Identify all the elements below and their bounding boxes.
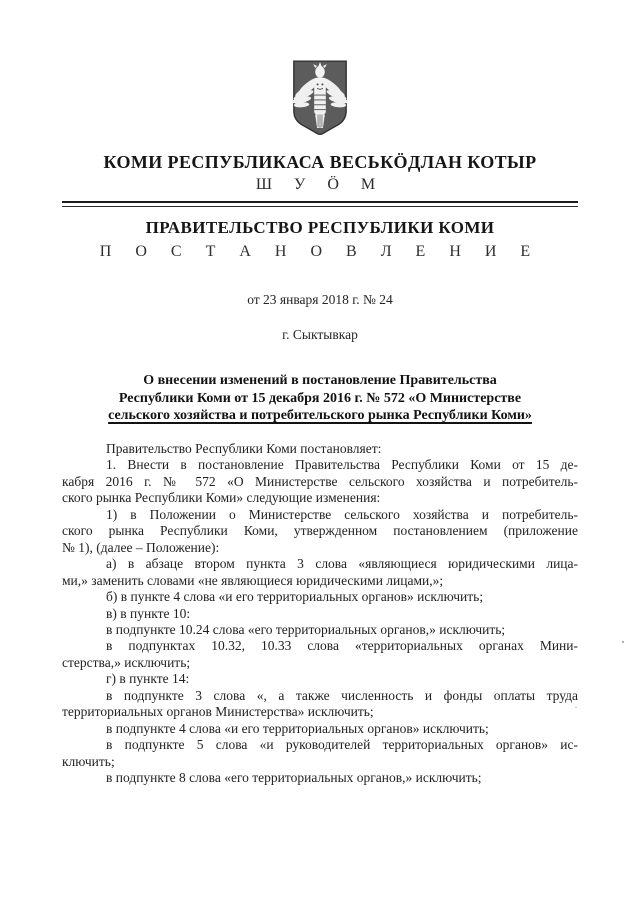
body-line: Правительство Республики Коми постановляет: xyxy=(106,441,382,456)
double-rule-divider xyxy=(62,201,578,207)
body-line: ми,» заменить словами «не являющиеся юридическими лицами,»; xyxy=(62,572,444,588)
body-line: 1) в Положении о Министерстве сельского хозяйства и потребитель- xyxy=(106,506,578,522)
body-line: территориальных органов Министерства» исключить; xyxy=(62,704,374,720)
body-line: ского рынка Республики Коми» следующие изменения: xyxy=(62,490,381,506)
body-line: г) в пункте 14: xyxy=(106,671,190,687)
body-line: в подпункте 8 слова «его территориальных органов,» исключить; xyxy=(106,770,482,786)
body-line: кабря 2016 г. № 572 «О Министерстве сельского хозяйства и потребитель- xyxy=(62,473,578,489)
body-line: ключить; xyxy=(62,753,115,769)
decree-city: г. Сыктывкар xyxy=(282,327,358,342)
decree-title xyxy=(90,372,550,425)
body-line: а) в абзаце втором пункта 3 слова «являющиеся юридическими лица- xyxy=(106,556,578,572)
body-line: б) в пункте 4 слова «и его территориальных органов» исключить; xyxy=(106,589,484,605)
emblem-container xyxy=(0,58,640,138)
body-line: в подпункте 4 слова «и его территориальных органов» исключить; xyxy=(106,720,489,736)
decree-title-line-1: О внесении изменений в постановление Правительства xyxy=(143,373,497,388)
body-line: в подпункте 10.24 слова «его территориальных органов,» исключить; xyxy=(106,621,506,637)
header-doc-type-ru: П О С Т А Н О В Л Е Н И Е xyxy=(99,243,541,260)
body-line: в подпункте 5 слова «и руководителей территориальных органов» ис- xyxy=(106,737,578,753)
header-government-ru: ПРАВИТЕЛЬСТВО РЕСПУБЛИКИ КОМИ xyxy=(145,218,495,237)
body-line: в подпункте 3 слова «, а также численность и фонды оплаты труда xyxy=(106,687,578,703)
scan-speck xyxy=(575,707,577,708)
body-line: в подпунктах 10.32, 10.33 слова «территориальных органах Мини- xyxy=(106,638,578,654)
body-line: 1. Внести в постановление Правительства Республики Коми от 15 де- xyxy=(106,457,578,473)
body-line: в) в пункте 10: xyxy=(106,605,191,621)
body-line: № 1), (далее – Положение): xyxy=(62,539,220,555)
decree-title-underlined-text: сельского хозяйства и потребительского рынка Республики Коми» xyxy=(108,408,532,423)
body-line: стерства,» исключить; xyxy=(62,654,191,670)
komi-coat-of-arms-icon xyxy=(289,58,351,138)
header-komi-government: КОМИ РЕСПУБЛИКАСА ВЕСЬКÖДЛАН КОТЫР xyxy=(103,152,537,172)
decree-body xyxy=(62,441,578,787)
scan-speck xyxy=(622,641,624,643)
decree-title-line-2: Республики Коми от 15 декабря 2016 г. № 572 «О Министерстве xyxy=(118,390,522,406)
header-komi-doc-type: Ш У Ö М xyxy=(255,176,385,193)
body-line: ского рынка Республики Коми, утвержденном постановлением (приложение xyxy=(62,523,578,539)
decree-date-number: от 23 января 2018 г. № 24 xyxy=(247,292,393,307)
decree-title-line-3 xyxy=(90,407,550,425)
